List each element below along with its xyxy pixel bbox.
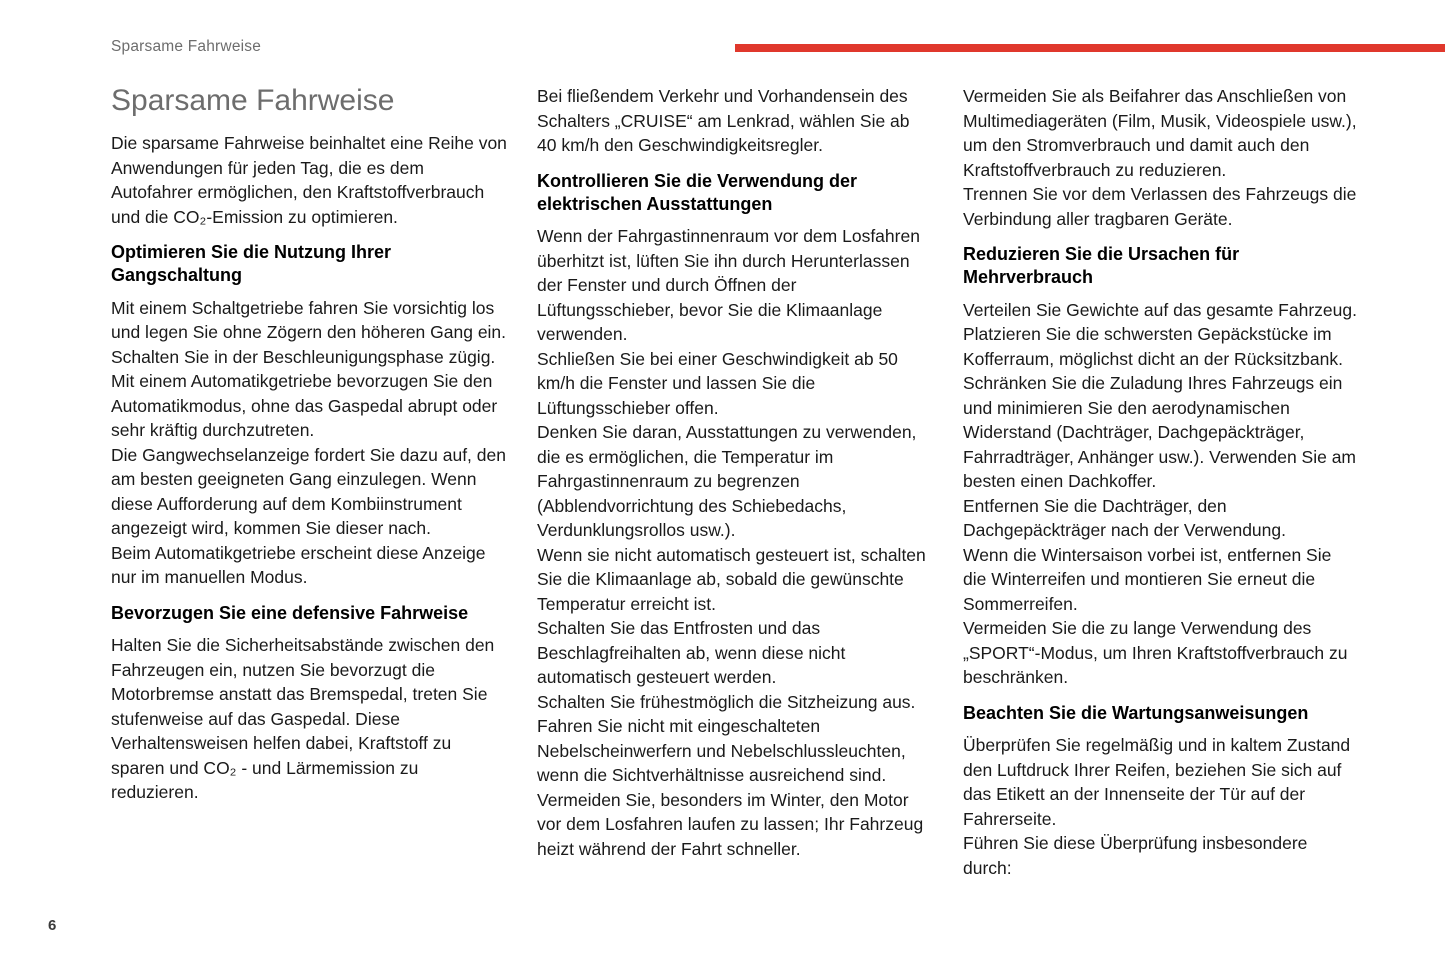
page-number: 6 [48, 917, 57, 934]
paragraph: Die Gangwechselanzeige fordert Sie dazu auf, den am besten geeigneten Gang einzulegen. Wenn diese Aufforderung auf dem Kombiinstrument angezeigt wird, kommen Sie dieser nach. [111, 444, 506, 539]
paragraph: Vermeiden Sie als Beifahrer das Anschließen von Multimediageräten (Film, Musik, Videospiele usw.), um den Stromverbrauch und damit auch den Kraftstoffverbrauch zu reduzieren. [963, 86, 1357, 180]
paragraph: Schalten Sie frühestmöglich die Sitzheizung aus. [537, 691, 916, 712]
running-header: Sparsame Fahrweise [111, 38, 262, 55]
paragraph: Entfernen Sie die Dachträger, den Dachgepäckträger nach der Verwendung. [963, 495, 1286, 541]
paragraph: Mit einem Schaltgetriebe fahren Sie vorsichtig los und legen Sie ohne Zögern den höheren Gang ein. Schalten Sie in der Beschleunigungsphase zügig. [111, 297, 507, 367]
section-heading-defensive-fahrweise: Bevorzugen Sie eine defensive Fahrweise [111, 602, 469, 623]
paragraph-intro: Die sparsame Fahrweise beinhaltet eine Reihe von Anwendungen für jeden Tag, die es dem Autofahrer ermöglichen, den Kraftstoffverbrauch und die CO₂-Emission zu optimieren. [111, 133, 507, 227]
paragraph: Schließen Sie bei einer Geschwindigkeit ab 50 km/h die Fenster und lassen Sie die Lüftungsschieber offen. [537, 348, 898, 418]
paragraph: Bei fließendem Verkehr und Vorhandensein des Schalters „CRUISE“ am Lenkrad, wählen Sie ab 40 km/h den Geschwindigkeitsregler. [537, 86, 910, 155]
paragraph: Denken Sie daran, Ausstattungen zu verwenden, die es ermöglichen, die Temperatur im Fahrgastinnenraum zu begrenzen (Abblendvorrichtung des Schiebedachs, Verdunklungsrollos usw.). [537, 422, 917, 541]
column-2 [537, 84, 933, 880]
paragraph: Halten Sie die Sicherheitsabstände zwischen den Fahrzeugen ein, nutzen Sie bevorzugt die Motorbremse anstatt das Bremspedal, treten Sie stufenweise auf das Gaspedal. Diese Verhaltensweisen helfen dabei, Kraftstoff zu sparen und CO₂ - und Lärmemission zu reduzieren. [111, 635, 495, 803]
paragraph: Überprüfen Sie regelmäßig und in kaltem Zustand den Luftdruck Ihrer Reifen, beziehen Sie sich auf das Etikett an der Innenseite der Tür auf der Fahrerseite. [963, 735, 1351, 829]
paragraph: Schränken Sie die Zuladung Ihres Fahrzeugs ein und minimieren Sie den aerodynamischen Widerstand (Dachträger, Dachgepäckträger, Fahrradträger, Anhänger usw.). Verwenden Sie am besten einen Dachkoffer. [963, 373, 1357, 492]
paragraph: Wenn der Fahrgastinnenraum vor dem Losfahren überhitzt ist, lüften Sie ihn durch Herunterlassen der Fenster und durch Öffnen der Lüftungsschieber, bevor Sie die Klimaanlage verwenden. [537, 226, 920, 345]
section-heading-mehrverbrauch: Reduzieren Sie die Ursachen für Mehrverbrauch [963, 244, 1240, 288]
column-3 [963, 84, 1359, 880]
paragraph: Wenn sie nicht automatisch gesteuert ist, schalten Sie die Klimaanlage ab, sobald die gewünschte Temperatur erreicht ist. [537, 544, 926, 614]
paragraph: Vermeiden Sie die zu lange Verwendung des „SPORT“-Modus, um Ihren Kraftstoffverbrauch zu beschränken. [963, 618, 1348, 688]
paragraph: Verteilen Sie Gewichte auf das gesamte Fahrzeug. Platzieren Sie die schwersten Gepäckstücke im Kofferraum, möglichst dicht an der Rücksitzbank. [963, 299, 1357, 369]
section-heading-elektrische-ausstattungen: Kontrollieren Sie die Verwendung der elektrischen Ausstattungen [537, 170, 858, 214]
section-heading-gangschaltung: Optimieren Sie die Nutzung Ihrer Gangschaltung [111, 242, 392, 286]
column-1 [111, 84, 507, 880]
paragraph: Vermeiden Sie, besonders im Winter, den Motor vor dem Losfahren laufen zu lassen; Ihr Fahrzeug heizt während der Fahrt schneller. [537, 789, 924, 859]
paragraph: Trennen Sie vor dem Verlassen des Fahrzeugs die Verbindung aller tragbaren Geräte. [963, 184, 1357, 229]
paragraph: Fahren Sie nicht mit eingeschalteten Nebelscheinwerfern und Nebelschlussleuchten, wenn die Sichtverhältnisse ausreichend sind. [537, 716, 906, 786]
paragraph: Wenn die Wintersaison vorbei ist, entfernen Sie die Winterreifen und montieren Sie erneut die Sommerreifen. [963, 544, 1332, 614]
paragraph: Schalten Sie das Entfrosten und das Beschlagfreihalten ab, wenn diese nicht automatisch gesteuert werden. [537, 618, 846, 688]
content-columns [111, 84, 1359, 880]
page-title: Sparsame Fahrweise [111, 84, 395, 117]
accent-bar [735, 44, 1445, 52]
paragraph: Beim Automatikgetriebe erscheint diese Anzeige nur im manuellen Modus. [111, 542, 486, 588]
section-heading-wartungsanweisungen: Beachten Sie die Wartungsanweisungen [963, 702, 1309, 723]
paragraph: Mit einem Automatikgetriebe bevorzugen Sie den Automatikmodus, ohne das Gaspedal abrupt oder sehr kräftig durchzutreten. [111, 371, 498, 441]
paragraph: Führen Sie diese Überprüfung insbesondere durch: [963, 833, 1308, 878]
